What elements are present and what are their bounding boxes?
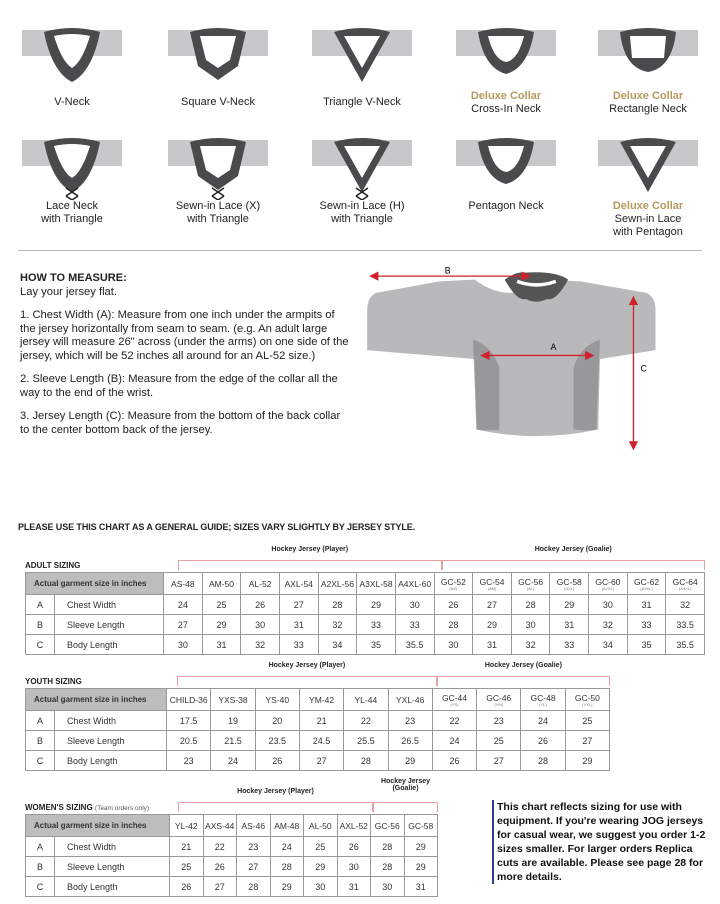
group-bracket [178, 802, 373, 812]
cell-value: 25 [477, 731, 521, 751]
size-header: A2XL-56 [318, 573, 357, 595]
row-letter: A [26, 595, 55, 615]
cell-value: 26 [241, 595, 280, 615]
cell-value: 31 [473, 635, 512, 655]
cell-value: 33.5 [666, 615, 705, 635]
header-row [26, 573, 705, 595]
cell-value: 32 [511, 635, 550, 655]
howto-intro: Lay your jersey flat. [20, 285, 118, 298]
neckline-icon [12, 132, 132, 200]
cell-value: 24.5 [299, 731, 343, 751]
cell-value: 25 [202, 595, 241, 615]
size-header: AM-48 [270, 815, 304, 837]
row-letter: A [26, 837, 55, 857]
header-label: Actual garment size in inches [26, 573, 164, 595]
neckline-square-v-neck [148, 22, 288, 109]
cell-value: 27 [164, 615, 203, 635]
cell-value: 26.5 [388, 731, 432, 751]
row-name: Body Length [55, 635, 164, 655]
cell-value: 23 [167, 751, 211, 771]
cell-value: 31 [404, 877, 438, 897]
row-name: Chest Width [55, 837, 170, 857]
cell-value: 30 [304, 877, 338, 897]
cell-value: 26 [521, 731, 565, 751]
cell-value: 28 [371, 857, 405, 877]
neckline-icon [302, 132, 422, 200]
cell-value: 30 [511, 615, 550, 635]
neckline-v-neck [2, 22, 142, 109]
row-name: Chest Width [55, 595, 164, 615]
jersey-measure-diagram [360, 262, 660, 456]
size-header: YL-42 [170, 815, 204, 837]
cell-value: 26 [434, 595, 473, 615]
cell-value: 32 [241, 635, 280, 655]
cell-value: 30 [241, 615, 280, 635]
table-row [26, 595, 705, 615]
cell-value: 30 [395, 595, 434, 615]
cell-value: 28 [434, 615, 473, 635]
size-header: YL-44 [344, 689, 388, 711]
cell-value: 26 [432, 751, 476, 771]
cell-value: 28 [371, 837, 405, 857]
cell-value: 20.5 [167, 731, 211, 751]
table-row [26, 731, 610, 751]
howto-step-1: 1. Chest Width (A): Measure from one inch under the armpits of the jersey horizontally from seam to seam. (e.g. An adult large jersey will measure 26" across (under the arms) on one side of the jersey, which will be 52 inches all around for an AL-52 size.) [20, 309, 349, 362]
cell-value: 29 [388, 751, 432, 771]
cell-value: 26 [337, 837, 371, 857]
neckline-label: Lace Neck with Triangle [41, 200, 103, 225]
header-row [26, 689, 610, 711]
size-header: AL-50 [304, 815, 338, 837]
cell-value: 35 [357, 635, 396, 655]
howto-title: HOW TO MEASURE: [20, 272, 127, 284]
neckline-label: Pentagon Neck [468, 200, 544, 212]
cell-value: 27 [237, 857, 271, 877]
guide-text: PLEASE USE THIS CHART AS A GENERAL GUIDE; SIZES VARY SLIGHTLY BY JERSEY STYLE. [18, 522, 416, 532]
cell-value: 29 [357, 595, 396, 615]
size-header: AS-46 [237, 815, 271, 837]
cell-value: 31 [337, 877, 371, 897]
row-letter: A [26, 711, 55, 731]
goalie-group-label: Hockey Jersey (Goalie) [484, 662, 562, 669]
size-header: GC-58 (AXL) [550, 573, 589, 595]
size-header: GC-56 (AL) [511, 573, 550, 595]
cell-value: 33 [550, 635, 589, 655]
group-bracket [442, 560, 706, 570]
group-bracket [373, 802, 438, 812]
cell-value: 27 [477, 751, 521, 771]
sizing-note: This chart reflects sizing for use with equipment. If you're wearing JOG jerseys for casual wear, we suggest you order 1-2 sizes smaller. For larger orders Replica cuts are available. Please see page 28 for more details. [492, 800, 717, 884]
cell-value: 35.5 [666, 635, 705, 655]
neckline-label: Sewn-in Lace (H) with Triangle [319, 200, 405, 225]
howto-step-2: 2. Sleeve Length (B): Measure from the edge of the collar all the way to the end of the wrist. [20, 373, 338, 399]
row-name: Sleeve Length [55, 731, 167, 751]
cell-value: 27 [473, 595, 512, 615]
cell-value: 33 [627, 615, 666, 635]
cell-value: 27 [279, 595, 318, 615]
neckline-sewn-in-lace-h-with-triangle [292, 132, 432, 226]
cell-value: 30 [434, 635, 473, 655]
neckline-icon [158, 22, 278, 90]
cell-value: 27 [203, 877, 237, 897]
cell-value: 32 [589, 615, 628, 635]
cell-value: 22 [344, 711, 388, 731]
size-header: A3XL-58 [357, 573, 396, 595]
size-header: YXL-46 [388, 689, 432, 711]
cell-value: 30 [164, 635, 203, 655]
size-header: GC-64 (A4XL) [666, 573, 705, 595]
neckline-triangle-v-neck [292, 22, 432, 109]
cell-value: 21 [170, 837, 204, 857]
neckline-cross-in-neck [436, 22, 576, 116]
row-letter: B [26, 731, 55, 751]
group-bracket [177, 676, 437, 686]
neckline-label: Sewn-in Lace (X) with Triangle [175, 200, 261, 225]
deluxe-label: Deluxe Collar [612, 90, 684, 102]
cell-value: 26 [203, 857, 237, 877]
row-letter: C [26, 877, 55, 897]
table-row [26, 751, 610, 771]
size-header: AM-50 [202, 573, 241, 595]
cell-value: 32 [666, 595, 705, 615]
group-bracket [178, 560, 442, 570]
size-header: GC-52 (AS) [434, 573, 473, 595]
how-to-measure [20, 272, 350, 447]
size-header: AL-52 [241, 573, 280, 595]
jersey-body [367, 280, 655, 437]
cell-value: 26 [255, 751, 299, 771]
cell-value: 31 [627, 595, 666, 615]
adult-sizingtable [25, 572, 705, 655]
size-header: AXL-54 [279, 573, 318, 595]
deluxe-label: Deluxe Collar [470, 90, 542, 102]
goalie-group-label: Hockey Jersey (Goalie) [534, 546, 612, 553]
table-row [26, 857, 438, 877]
cell-value: 23 [477, 711, 521, 731]
cell-value: 29 [404, 857, 438, 877]
cell-value: 21 [299, 711, 343, 731]
row-letter: C [26, 635, 55, 655]
size-header: GC-48 (YL) [521, 689, 565, 711]
cell-value: 20 [255, 711, 299, 731]
size-header: YXS-38 [211, 689, 255, 711]
cell-value: 29 [473, 615, 512, 635]
size-header: GC-58 [404, 815, 438, 837]
label-a: A [550, 342, 557, 353]
cell-value: 33 [395, 615, 434, 635]
cell-value: 34 [318, 635, 357, 655]
row-name: Body Length [55, 751, 167, 771]
cell-value: 33 [357, 615, 396, 635]
cell-value: 29 [304, 857, 338, 877]
neckline-icon [588, 132, 708, 200]
size-header: GC-54 (AM) [473, 573, 512, 595]
cell-value: 32 [318, 615, 357, 635]
cell-value: 29 [550, 595, 589, 615]
row-name: Sleeve Length [55, 857, 170, 877]
cell-value: 28 [521, 751, 565, 771]
size-header: A4XL-60 [395, 573, 434, 595]
row-letter: B [26, 615, 55, 635]
cell-value: 21.5 [211, 731, 255, 751]
cell-value: 30 [371, 877, 405, 897]
size-header: YM-42 [299, 689, 343, 711]
cell-value: 24 [521, 711, 565, 731]
size-header: AS-48 [164, 573, 203, 595]
cell-value: 22 [432, 711, 476, 731]
size-header: GC-62 (A3XL) [627, 573, 666, 595]
size-header: CHILD-36 [167, 689, 211, 711]
label-b: B [444, 265, 451, 276]
cell-value: 31 [202, 635, 241, 655]
neckline-lace-neck-with-triangle [2, 132, 142, 226]
youth-sizingtable [25, 688, 610, 771]
size-header: GC-44 (YS) [432, 689, 476, 711]
cell-value: 25 [304, 837, 338, 857]
neckline-icon [446, 132, 566, 200]
neckline-icon [588, 22, 708, 90]
neckline-icon [302, 22, 422, 90]
cell-value: 22 [203, 837, 237, 857]
cell-value: 31 [550, 615, 589, 635]
cell-value: 24 [211, 751, 255, 771]
cell-value: 28 [270, 857, 304, 877]
cell-value: 28 [344, 751, 388, 771]
cell-value: 23.5 [255, 731, 299, 751]
table-row [26, 615, 705, 635]
row-name: Sleeve Length [55, 615, 164, 635]
label-c: C [640, 363, 647, 374]
neckline-label: Triangle V-Neck [323, 96, 401, 108]
cell-value: 27 [565, 731, 609, 751]
cell-value: 29 [565, 751, 609, 771]
cell-value: 17.5 [167, 711, 211, 731]
cell-value: 23 [237, 837, 271, 857]
howto-step-3: 3. Jersey Length (C): Measure from the bottom of the back collar to the center bottom back of the jersey. [20, 410, 341, 436]
size-header: YS-40 [255, 689, 299, 711]
cell-value: 35.5 [395, 635, 434, 655]
size-header: GC-56 [371, 815, 405, 837]
header-label: Actual garment size in inches [26, 689, 167, 711]
neckline-label: Square V-Neck [181, 96, 255, 108]
table-row [26, 877, 438, 897]
cell-value: 25.5 [344, 731, 388, 751]
size-header: AXS-44 [203, 815, 237, 837]
section-title: YOUTH SIZING [25, 677, 82, 686]
cell-value: 33 [279, 635, 318, 655]
table-row [26, 711, 610, 731]
player-group-label: Hockey Jersey (Player) [268, 662, 346, 669]
cell-value: 30 [589, 595, 628, 615]
header-label: Actual garment size in inches [26, 815, 170, 837]
cell-value: 28 [318, 595, 357, 615]
row-name: Chest Width [55, 711, 167, 731]
neckline-icon [446, 22, 566, 90]
cell-value: 19 [211, 711, 255, 731]
neckline-pentagon-neck [436, 132, 576, 213]
cell-value: 29 [404, 837, 438, 857]
neckline-label: Cross-In Neck [471, 103, 541, 115]
cell-value: 29 [270, 877, 304, 897]
cell-value: 25 [170, 857, 204, 877]
player-group-label: Hockey Jersey (Player) [237, 788, 314, 795]
deluxe-label: Deluxe Collar [612, 200, 684, 212]
table-row [26, 837, 438, 857]
cell-value: 24 [432, 731, 476, 751]
section-title: WOMEN'S SIZING (Team orders only) [25, 803, 150, 812]
row-name: Body Length [55, 877, 170, 897]
size-header: AXL-52 [337, 815, 371, 837]
cell-value: 29 [202, 615, 241, 635]
neckline-icon [12, 22, 132, 90]
neckline-icon [158, 132, 278, 200]
neckline-rectangle-neck [578, 22, 718, 116]
cell-value: 24 [270, 837, 304, 857]
cell-value: 24 [164, 595, 203, 615]
divider [18, 250, 702, 251]
row-letter: C [26, 751, 55, 771]
neckline-label: Sewn-in Lace with Pentagon [613, 213, 683, 238]
player-group-label: Hockey Jersey (Player) [271, 546, 349, 553]
cell-value: 35 [627, 635, 666, 655]
group-bracket [437, 676, 610, 686]
goalie-group-label: Hockey Jersey (Goalie) [380, 778, 431, 792]
size-header: GC-60 (A2XL) [589, 573, 628, 595]
header-row [26, 815, 438, 837]
cell-value: 28 [237, 877, 271, 897]
neckline-label: Rectangle Neck [609, 103, 687, 115]
cell-value: 23 [388, 711, 432, 731]
cell-value: 26 [170, 877, 204, 897]
row-letter: B [26, 857, 55, 877]
neckline-label: V-Neck [54, 96, 90, 108]
cell-value: 28 [511, 595, 550, 615]
cell-value: 34 [589, 635, 628, 655]
cell-value: 30 [337, 857, 371, 877]
cell-value: 27 [299, 751, 343, 771]
table-row [26, 635, 705, 655]
size-header: GC-50 (YXL) [565, 689, 609, 711]
section-title: ADULT SIZING [25, 561, 81, 570]
cell-value: 31 [279, 615, 318, 635]
women-s-sizingtable [25, 814, 438, 897]
neckline-sewn-in-lace-with-pentagon [578, 132, 718, 239]
cell-value: 25 [565, 711, 609, 731]
size-header: GC-46 (YM) [477, 689, 521, 711]
neckline-sewn-in-lace-x-with-triangle [148, 132, 288, 226]
